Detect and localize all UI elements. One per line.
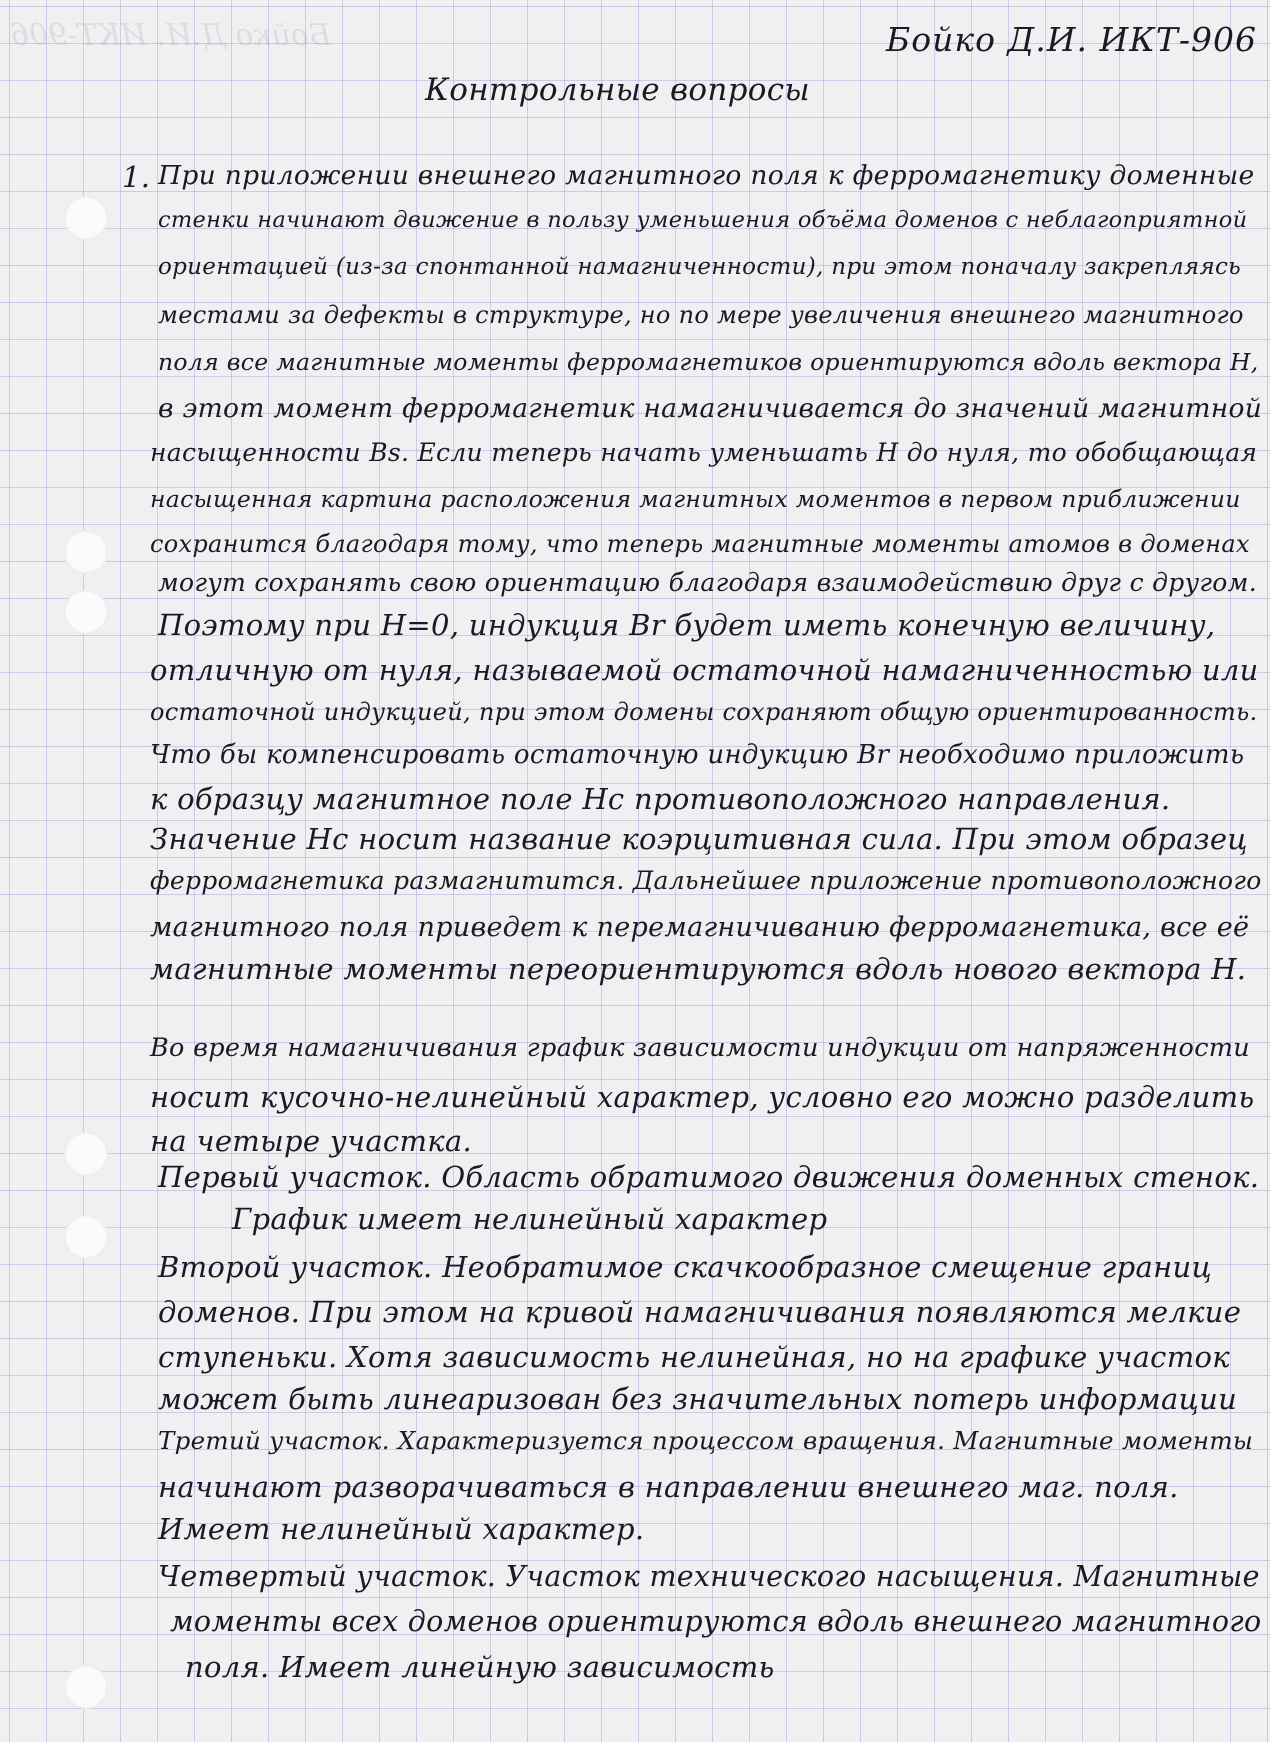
answer-line: магнитного поля приведет к перемагничиванию ферромагнетика, все её [150, 912, 1250, 943]
section-line: Четвертый участок. Участок технического насыщения. Магнитные [158, 1560, 1260, 1593]
author-line: Бойко Д.И. ИКТ-906 [886, 20, 1257, 59]
answer-line: насыщенности Bs. Если теперь начать уменьшать H до нуля, то обобщающая [150, 438, 1258, 467]
answer-line: магнитные моменты переориентируются вдоль нового вектора H. [150, 952, 1247, 986]
answer-line: Значение Hc носит название коэрцитивная сила. При этом образец [150, 822, 1248, 856]
answer-line: местами за дефекты в структуре, но по мере увеличения внешнего магнитного [158, 301, 1244, 329]
paragraph-line: Во время намагничивания график зависимости индукции от напряженности [150, 1033, 1250, 1063]
answer-line: могут сохранять свою ориентацию благодаря взаимодействию друг с другом. [158, 568, 1257, 597]
binder-hole [64, 1215, 108, 1259]
binder-hole [64, 196, 108, 240]
section-line: может быть линеаризован без значительных потерь информации [158, 1382, 1238, 1416]
section-line: Имеет нелинейный характер. [158, 1512, 645, 1546]
answer-line: ориентацией (из-за спонтанной намагниченности), при этом поначалу закрепляясь [158, 254, 1241, 280]
answer-line: к образцу магнитное поле Hc противоположного направления. [150, 782, 1171, 816]
answer-line: насыщенная картина расположения магнитных моментов в первом приближении [150, 485, 1241, 513]
section-line: Третий участок. Характеризуется процессом вращения. Магнитные моменты [158, 1426, 1254, 1455]
section-line: ступеньки. Хотя зависимость нелинейная, но на графике участок [158, 1340, 1230, 1374]
section-line: доменов. При этом на кривой намагничивания появляются мелкие [158, 1295, 1242, 1329]
page-title: Контрольные вопросы [425, 72, 810, 108]
binder-hole [64, 530, 108, 574]
answer-line: Что бы компенсировать остаточную индукцию Br необходимо приложить [150, 740, 1245, 770]
binder-hole [64, 1132, 108, 1176]
section-line: Второй участок. Необратимое скачкообразное смещение границ [158, 1250, 1212, 1284]
section-line: поля. Имеет линейную зависимость [185, 1650, 775, 1684]
section-line: Первый участок. Область обратимого движения доменных стенок. [158, 1160, 1260, 1194]
answer-line: ферромагнетика размагнитится. Дальнейшее приложение противоположного [150, 866, 1262, 895]
answer-line: стенки начинают движение в пользу уменьшения объёма доменов с неблагоприятной [158, 207, 1248, 233]
binder-hole [64, 590, 108, 634]
section-line: моменты всех доменов ориентируются вдоль внешнего магнитного [170, 1605, 1262, 1638]
answer-line: поля все магнитные моменты ферромагнетиков ориентируются вдоль вектора H, [158, 348, 1259, 376]
answer-line: остаточной индукцией, при этом домены сохраняют общую ориентированность. [150, 698, 1258, 726]
paragraph-line: носит кусочно-нелинейный характер, условно его можно разделить [150, 1080, 1255, 1114]
answer-line: в этот момент ферромагнетик намагничивается до значений магнитной [158, 393, 1263, 424]
answer-number: 1. [122, 160, 151, 194]
answer-line: Поэтому при H=0, индукция Br будет иметь конечную величину, [158, 608, 1216, 642]
bleed-through-text: Бойко Д.И. ИКТ-906 [10, 18, 331, 53]
section-line: начинают разворачиваться в направлении внешнего маг. поля. [158, 1470, 1179, 1504]
section-line: График имеет нелинейный характер [232, 1202, 828, 1236]
paragraph-line: на четыре участка. [150, 1124, 472, 1158]
answer-line: сохранится благодаря тому, что теперь магнитные моменты атомов в доменах [150, 530, 1250, 558]
answer-line: При приложении внешнего магнитного поля к ферромагнетику доменные [158, 160, 1255, 191]
answer-line: отличную от нуля, называемой остаточной намагниченностью или [150, 653, 1259, 687]
binder-hole [64, 1665, 108, 1709]
